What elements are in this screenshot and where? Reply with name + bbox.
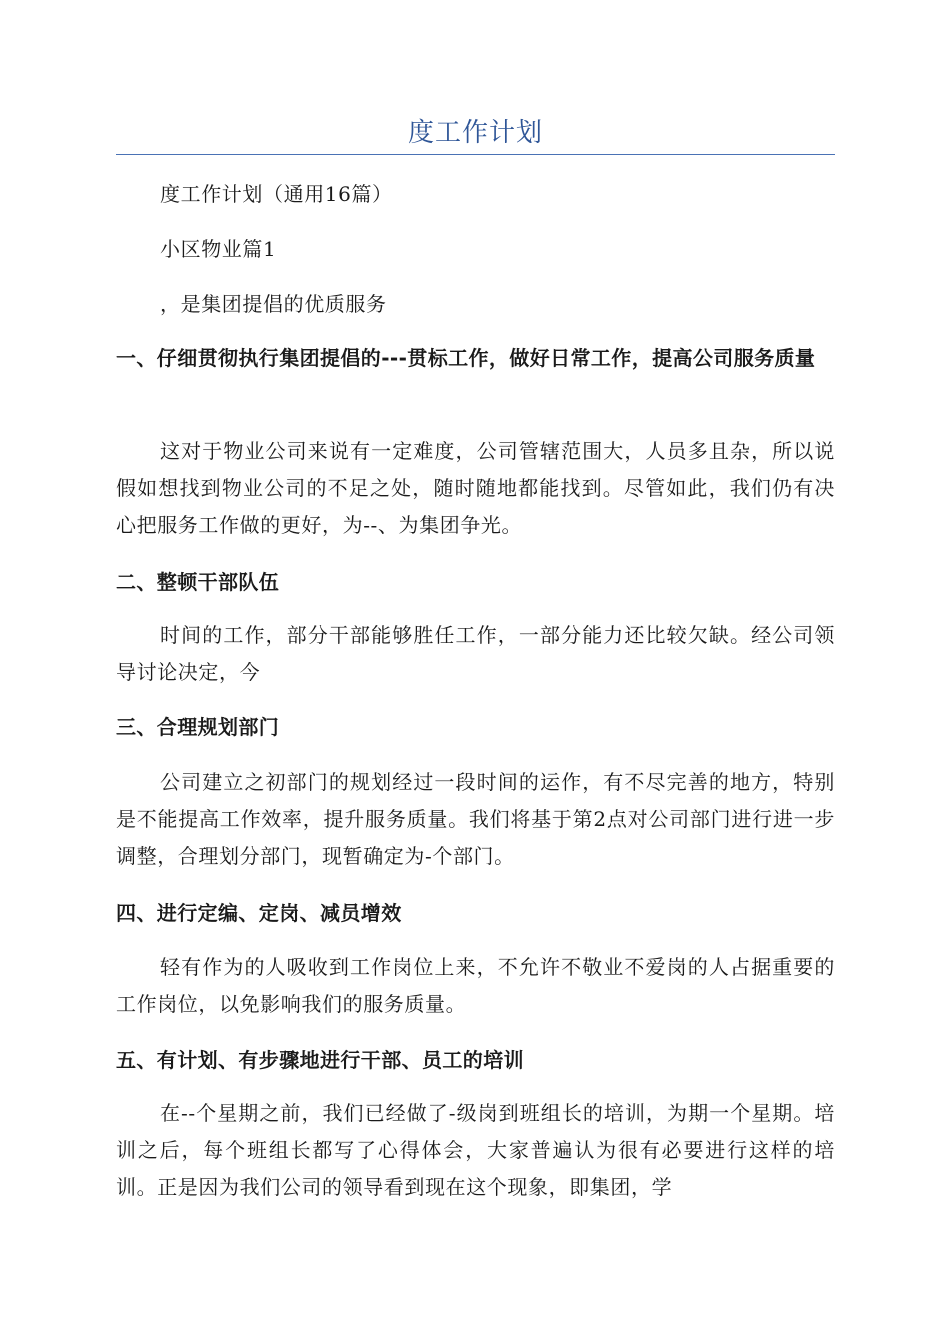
title-underline (116, 154, 835, 155)
section-heading-5: 五、有计划、有步骤地进行干部、员工的培训 (116, 1048, 524, 1072)
section-heading-4: 四、进行定编、定岗、减员增效 (116, 901, 402, 925)
section-body-5: 在--个星期之前，我们已经做了-级岗到班组长的培训，为期一个星期。培训之后，每个班组长都写了心得体会，大家普遍认为很有必要进行这样的培训。正是因为我们公司的领导看到现在这个现象，即集团，学 (116, 1101, 835, 1199)
lead-paragraph: ，是集团提倡的优质服务 (160, 292, 387, 316)
section-body-4: 轻有作为的人吸收到工作岗位上来，不允许不敬业不爱岗的人占据重要的工作岗位，以免影响我们的服务质量。 (116, 955, 835, 1016)
document-title: 度工作计划 (407, 118, 543, 148)
section-body-2: 时间的工作，部分干部能够胜任工作，一部分能力还比较欠缺。经公司领导讨论决定，今 (116, 623, 835, 684)
section-label: 小区物业篇1 (160, 237, 277, 261)
section-body-1: 这对于物业公司来说有一定难度，公司管辖范围大，人员多且杂，所以说假如想找到物业公司的不足之处，随时随地都能找到。尽管如此，我们仍有决心把服务工作做的更好，为--、为集团争光。 (116, 439, 835, 537)
section-body-3: 公司建立之初部门的规划经过一段时间的运作，有不尽完善的地方，特别是不能提高工作效率，提升服务质量。我们将基于第2点对公司部门进行进一步调整，合理划分部门，现暂确定为-个部门。 (116, 770, 835, 868)
section-heading-1: 一、仔细贯彻执行集团提倡的---贯标工作，做好日常工作，提高公司服务质量 (116, 346, 816, 370)
section-heading-3: 三、合理规划部门 (116, 715, 280, 739)
section-heading-2: 二、整顿干部队伍 (116, 570, 280, 594)
intro-paragraph: 度工作计划（通用16篇） (160, 182, 393, 206)
